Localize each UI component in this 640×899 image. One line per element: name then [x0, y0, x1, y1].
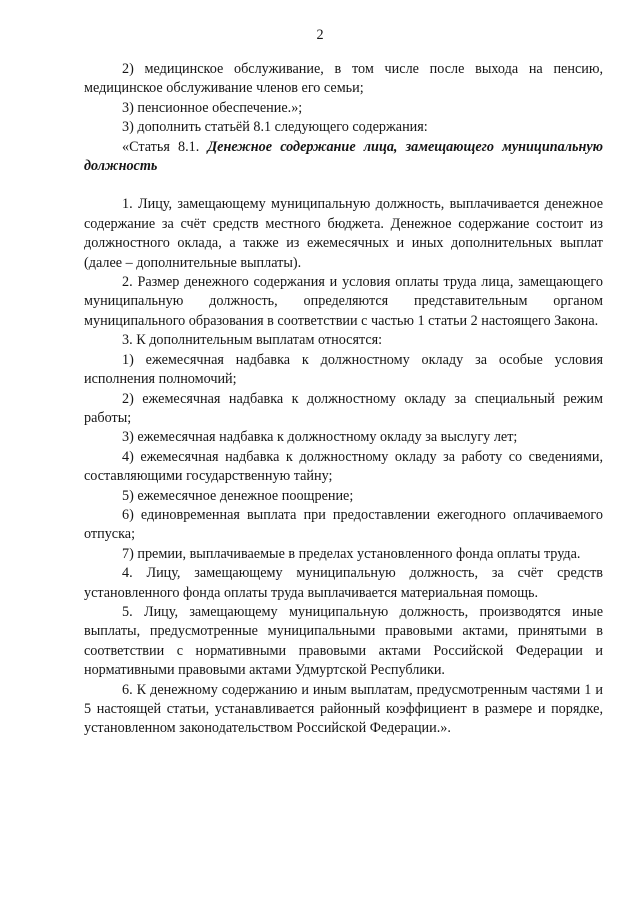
- article-heading: [84, 138, 603, 177]
- article-title: Денежное содержание лица, замещающего муниципальную должность: [84, 138, 603, 175]
- page-number: 2: [316, 27, 324, 43]
- paragraph: 3) пенсионное обеспечение.»;: [122, 99, 303, 116]
- list-item: 3) ежемесячная надбавка к должностному окладу за выслугу лет;: [122, 429, 518, 446]
- list-item: 4) ежемесячная надбавка к должностному окладу за работу со сведениями, составляющими государственную тайну;: [84, 448, 603, 485]
- paragraph: 3) дополнить статьёй 8.1 следующего содержания:: [122, 119, 428, 136]
- paragraph: 6. К денежному содержанию и иным выплатам, предусмотренным частями 1 и 5 настоящей статьи, устанавливается районный коэффициент в размере и порядке, установленном законодательством Российской Федерации.».: [84, 681, 603, 737]
- paragraph: 4. Лицу, замещающему муниципальную должность, за счёт средств установленного фонда оплаты труда выплачивается материальная помощь.: [84, 565, 603, 601]
- paragraph: 2. Размер денежного содержания и условия оплаты труда лица, замещающего муниципальную должность, определяются представительным органом муниципального образования в соответствии с частью 1 статьи 2 настоящего Закона.: [84, 274, 603, 329]
- paragraph: 5. Лицу, замещающему муниципальную должность, производятся иные выплаты, предусмотренные муниципальными правовыми актами, принятыми в соответствии с нормативными правовыми актами Российской Федерации и нормативными правовыми актами Удмуртской Республики.: [84, 603, 603, 679]
- list-item: 2) ежемесячная надбавка к должностному окладу за специальный режим работы;: [84, 390, 603, 426]
- list-item: 6) единовременная выплата при предоставлении ежегодного оплачиваемого отпуска;: [84, 506, 603, 543]
- paragraph: 2) медицинское обслуживание, в том числе после выхода на пенсию, медицинское обслуживание членов его семьи;: [84, 61, 603, 97]
- document-body: [84, 60, 603, 739]
- list-item: 7) премии, выплачиваемые в пределах установленного фонда оплаты труда.: [122, 545, 581, 562]
- list-item: 5) ежемесячное денежное поощрение;: [122, 487, 354, 504]
- list-item: 1) ежемесячная надбавка к должностному окладу за особые условия исполнения полномочий;: [84, 351, 603, 388]
- paragraph: 1. Лицу, замещающему муниципальную должность, выплачивается денежное содержание за счёт средств местного бюджета. Денежное содержание состоит из должностного оклада, а также из ежемесячных и иных дополнительных выплат (далее – дополнительные выплаты).: [84, 196, 603, 271]
- paragraph: 3. К дополнительным выплатам относятся:: [122, 332, 383, 349]
- article-label: «Статья 8.1.: [122, 138, 200, 155]
- spacer: [84, 176, 603, 195]
